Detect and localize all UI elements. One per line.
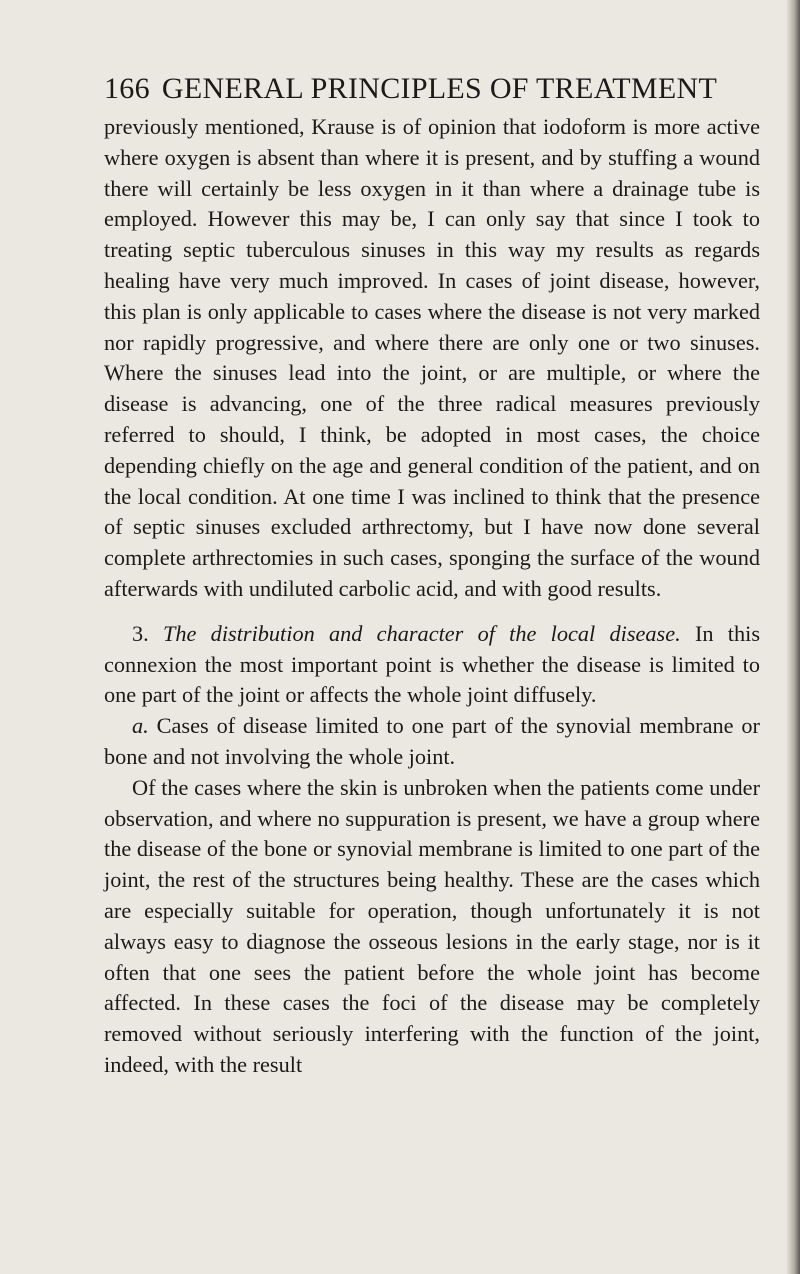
subsection-label: a. xyxy=(132,713,149,739)
section-3-text: In this connexion the most important point is whether the disease is limited to one part of the joint or affects the whole joint diffusely. xyxy=(104,620,761,708)
subsection-a-text: Cases of disease limited to one part of the synovial membrane or bone and not involving the whole joint. xyxy=(104,713,760,769)
paragraph-cases: Of the cases where the skin is unbroken when the patients come under observation, and where no suppuration is present, we have a group where the disease of the bone or synovial membrane is limited to one part of the joint, the rest of the structures being healthy. These are the cases which are especially suitable for operation, though unfortunately it is not always easy to diagnose the osseous lesions in the early stage, nor is it often that one sees the patient before the whole joint has become affected. In these cases the foci of the disease may be completely removed without seriously interfering with the function of the joint, indeed, with the result xyxy=(104,774,760,1077)
section-number: 3. xyxy=(132,620,149,646)
page-number: 166 xyxy=(104,72,150,105)
subsection-a-paragraph xyxy=(104,711,760,773)
running-head xyxy=(104,72,717,106)
section-heading: The distribution and character of the local disease. xyxy=(162,620,681,646)
section-3-paragraph xyxy=(104,619,760,711)
page-edge-shadow xyxy=(786,0,800,1274)
running-title: GENERAL PRINCIPLES OF TREATMENT xyxy=(161,72,718,105)
paragraph-continued: previously mentioned, Krause is of opinion that iodoform is more active where oxygen is absent than where it is present, and by stuffing a wound there will certainly be less oxygen in it than where a drainage tube is employed. However this may be, I can only say that since I took to treating septic tuberculous sinuses in this way my results as regards healing have very much improved. In cases of joint disease, however, this plan is only applicable to cases where the disease is not very marked nor rapidly progressive, and where there are only one or two sinuses. Where the sinuses lead into the joint, or are multiple, or where the disease is advancing, one of the three radical measures previously referred to should, I think, be adopted in most cases, the choice depending chiefly on the age and general condition of the patient, and on the local condition. At one time I was inclined to think that the presence of septic sinuses excluded arthrectomy, but I have now done several complete arthrectomies in such cases, sponging the surface of the wound afterwards with undiluted carbolic acid, and with good results. xyxy=(104,114,760,601)
body-text xyxy=(104,112,760,1081)
